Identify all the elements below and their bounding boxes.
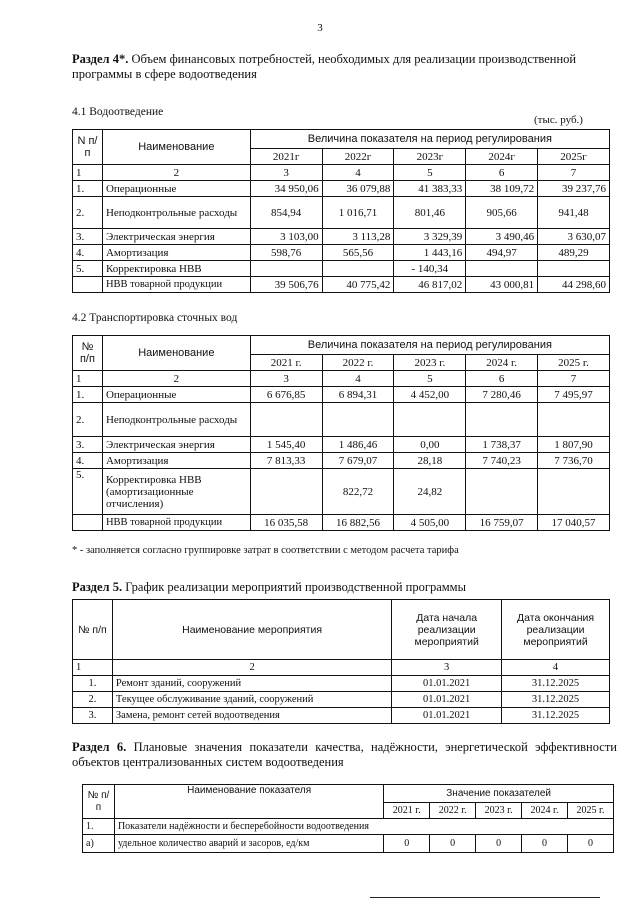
table-row-total: [73, 277, 610, 293]
row-number: 5.: [73, 261, 103, 277]
page-number: 3: [317, 22, 323, 34]
cell-value: 43 000,81: [466, 277, 538, 293]
row-number: а): [83, 835, 115, 853]
column-number: 6: [466, 165, 538, 181]
cell-value: 7 280,46: [466, 387, 538, 403]
header-num: N п/п: [73, 130, 103, 165]
cell-value: 0,00: [394, 437, 466, 453]
cell-value: 3 630,07: [538, 229, 610, 245]
table-group-row: [83, 819, 614, 835]
section-4-label: Раздел 4*.: [72, 52, 129, 66]
header-year: 2022г: [322, 149, 394, 165]
cell-value: [466, 261, 538, 277]
cell-value: 0: [430, 835, 476, 853]
cell-value: 565,56: [322, 245, 394, 261]
table-schedule: [72, 599, 610, 724]
row-number: 1.: [73, 676, 113, 692]
cell-value: 905,66: [466, 197, 538, 229]
cell-value: 0: [567, 835, 613, 853]
cell-value: 16 759,07: [466, 515, 538, 531]
header-end: Дата окончания реализации мероприятий: [502, 600, 610, 660]
cell-value: 44 298,60: [538, 277, 610, 293]
cell-value: 24,82: [394, 469, 466, 515]
column-number: 7: [538, 371, 610, 387]
cell-value: 17 040,57: [538, 515, 610, 531]
cell-value: 1 545,40: [250, 437, 322, 453]
units-label: (тыс. руб.): [534, 114, 583, 126]
header-name: Наименование: [102, 130, 250, 165]
cell-value: [466, 403, 538, 437]
table-indicators: [82, 784, 614, 853]
table-row: [73, 453, 610, 469]
cell-value: 7 740,23: [466, 453, 538, 469]
column-number: 4: [322, 165, 394, 181]
cell-value: 1 443,16: [394, 245, 466, 261]
subsection-4-2-title: 4.2 Транспортировка сточных вод: [72, 312, 238, 324]
section-5-text: График реализации мероприятий производственной программы: [125, 580, 466, 594]
row-name: Корректировка НВВ: [102, 261, 250, 277]
header-year: 2023 г.: [476, 803, 522, 819]
cell-value: 941,48: [538, 197, 610, 229]
section-5-label: Раздел 5.: [72, 580, 123, 594]
cell-value: 1 486,46: [322, 437, 394, 453]
cell-value: 3 113,28: [322, 229, 394, 245]
cell-value: [322, 261, 394, 277]
cell-value: 4 505,00: [394, 515, 466, 531]
table-4-2: [72, 335, 610, 531]
cell-end: 31.12.2025: [502, 676, 610, 692]
group-name: Показатели надёжности и бесперебойности водоотведения: [114, 819, 613, 835]
table-row: [73, 261, 610, 277]
column-number: 1: [73, 660, 113, 676]
row-number: 2.: [73, 692, 113, 708]
row-number: 5.: [73, 469, 103, 515]
cell-value: 16 882,56: [322, 515, 394, 531]
cell-start: 01.01.2021: [392, 692, 502, 708]
section-6-label: Раздел 6.: [72, 740, 127, 754]
header-year: 2023г: [394, 149, 466, 165]
cell-value: 16 035,58: [250, 515, 322, 531]
table-row: [73, 181, 610, 197]
table-4-1: [72, 129, 610, 293]
column-number: 4: [502, 660, 610, 676]
cell-value: 3 103,00: [250, 229, 322, 245]
header-year: 2023 г.: [394, 355, 466, 371]
row-name: удельное количество аварий и засоров, ед/км: [114, 835, 383, 853]
cell-value: [250, 403, 322, 437]
group-number: 1.: [83, 819, 115, 835]
table-row: [73, 469, 610, 515]
column-number: 3: [392, 660, 502, 676]
column-number: 4: [322, 371, 394, 387]
cell-value: 1 016,71: [322, 197, 394, 229]
header-year: 2021 г.: [250, 355, 322, 371]
table-row: [73, 245, 610, 261]
table-row: [73, 676, 610, 692]
header-name: Наименование показателя: [114, 785, 383, 819]
table-row: [73, 387, 610, 403]
header-name: Наименование: [102, 336, 250, 371]
row-name: Электрическая энергия: [102, 437, 250, 453]
cell-value: 0: [476, 835, 522, 853]
header-period: Величина показателя на период регулирования: [250, 130, 609, 149]
column-number: 2: [102, 165, 250, 181]
row-number: 1.: [73, 387, 103, 403]
cell-value: 494,97: [466, 245, 538, 261]
section-6-heading: [72, 740, 617, 770]
footnote: * - заполняется согласно группировке затрат в соответствии с методом расчета тарифа: [72, 545, 459, 556]
header-year: 2025 г.: [567, 803, 613, 819]
cell-value: 489,29: [538, 245, 610, 261]
row-name: Текущее обслуживание зданий, сооружений: [112, 692, 391, 708]
row-number: 4.: [73, 453, 103, 469]
cell-value: 6 676,85: [250, 387, 322, 403]
cell-value: 3 329,39: [394, 229, 466, 245]
cell-value: 854,94: [250, 197, 322, 229]
cell-value: [394, 403, 466, 437]
column-number: 7: [538, 165, 610, 181]
cell-value: [250, 261, 322, 277]
column-number: 5: [394, 371, 466, 387]
cell-value: 40 775,42: [322, 277, 394, 293]
table-row: [73, 708, 610, 724]
row-name: Амортизация: [102, 453, 250, 469]
cell-value: 0: [522, 835, 568, 853]
row-number: 2.: [73, 403, 103, 437]
row-number: 2.: [73, 197, 103, 229]
section-6-text: Плановые значения показатели качества, надёжности, энергетической эффективности объектов централизованных систем водоотведения: [72, 740, 617, 769]
cell-value: 41 383,33: [394, 181, 466, 197]
row-name: Корректировка НВВ (амортизационные отчисления): [102, 469, 250, 515]
cell-value: 3 490,46: [466, 229, 538, 245]
cell-start: 01.01.2021: [392, 676, 502, 692]
column-number: 5: [394, 165, 466, 181]
row-number: 4.: [73, 245, 103, 261]
header-num: № п/п: [73, 336, 103, 371]
row-name: Замена, ремонт сетей водоотведения: [112, 708, 391, 724]
row-number: [73, 515, 103, 531]
row-number: 1.: [73, 181, 103, 197]
cell-value: 39 237,76: [538, 181, 610, 197]
table-row: [83, 835, 614, 853]
row-number: 3.: [73, 708, 113, 724]
cell-value: 4 452,00: [394, 387, 466, 403]
header-year: 2024г: [466, 149, 538, 165]
subsection-4-1-title: 4.1 Водоотведение: [72, 106, 164, 118]
header-year: 2025 г.: [538, 355, 610, 371]
row-name: Ремонт зданий, сооружений: [112, 676, 391, 692]
column-number: 2: [112, 660, 391, 676]
column-number: 1: [73, 371, 103, 387]
cell-value: 822,72: [322, 469, 394, 515]
cell-value: 36 079,88: [322, 181, 394, 197]
row-name: Неподконтрольные расходы: [102, 197, 250, 229]
header-year: 2024 г.: [522, 803, 568, 819]
cell-value: 1 738,37: [466, 437, 538, 453]
cell-value: [538, 469, 610, 515]
cell-value: 598,76: [250, 245, 322, 261]
header-values: Значение показателей: [384, 785, 614, 803]
cell-end: 31.12.2025: [502, 692, 610, 708]
header-start: Дата начала реализации мероприятий: [392, 600, 502, 660]
cell-value: 6 894,31: [322, 387, 394, 403]
footer-divider: [370, 897, 600, 898]
header-num: № п/п: [73, 600, 113, 660]
row-name: НВВ товарной продукции: [102, 277, 250, 293]
table-row-total: [73, 515, 610, 531]
column-number: 1: [73, 165, 103, 181]
cell-value: 801,46: [394, 197, 466, 229]
cell-value: [538, 403, 610, 437]
row-name: Амортизация: [102, 245, 250, 261]
table-row: [73, 437, 610, 453]
row-name: Операционные: [102, 181, 250, 197]
column-number: 3: [250, 165, 322, 181]
row-name: НВВ товарной продукции: [102, 515, 250, 531]
cell-value: 1 807,90: [538, 437, 610, 453]
column-number: 6: [466, 371, 538, 387]
cell-value: 7 679,07: [322, 453, 394, 469]
header-year: 2022 г.: [322, 355, 394, 371]
header-period: Величина показателя на период регулирования: [250, 336, 609, 355]
cell-value: [466, 469, 538, 515]
row-number: 3.: [73, 229, 103, 245]
row-number: [73, 277, 103, 293]
cell-value: [538, 261, 610, 277]
cell-value: - 140,34: [394, 261, 466, 277]
cell-value: 38 109,72: [466, 181, 538, 197]
column-number: 3: [250, 371, 322, 387]
cell-start: 01.01.2021: [392, 708, 502, 724]
header-num: № п/п: [83, 785, 115, 819]
section-4-heading: [72, 52, 612, 82]
cell-value: 39 506,76: [250, 277, 322, 293]
cell-value: 7 813,33: [250, 453, 322, 469]
section-4-text: Объем финансовых потребностей, необходимых для реализации производственной программы в сфере водоотведения: [72, 52, 577, 81]
cell-value: [250, 469, 322, 515]
cell-end: 31.12.2025: [502, 708, 610, 724]
row-name: Операционные: [102, 387, 250, 403]
header-year: 2022 г.: [430, 803, 476, 819]
row-number: 3.: [73, 437, 103, 453]
header-year: 2021г: [250, 149, 322, 165]
table-row: [73, 692, 610, 708]
cell-value: 7 495,97: [538, 387, 610, 403]
header-year: 2021 г.: [384, 803, 430, 819]
cell-value: 7 736,70: [538, 453, 610, 469]
header-name: Наименование мероприятия: [112, 600, 391, 660]
header-year: 2025г: [538, 149, 610, 165]
row-name: Неподконтрольные расходы: [102, 403, 250, 437]
table-row: [73, 197, 610, 229]
table-row: [73, 403, 610, 437]
section-5-heading: [72, 580, 612, 595]
cell-value: 34 950,06: [250, 181, 322, 197]
cell-value: 0: [384, 835, 430, 853]
header-year: 2024 г.: [466, 355, 538, 371]
cell-value: 46 817,02: [394, 277, 466, 293]
cell-value: [322, 403, 394, 437]
table-row: [73, 229, 610, 245]
cell-value: 28,18: [394, 453, 466, 469]
row-name: Электрическая энергия: [102, 229, 250, 245]
column-number: 2: [102, 371, 250, 387]
